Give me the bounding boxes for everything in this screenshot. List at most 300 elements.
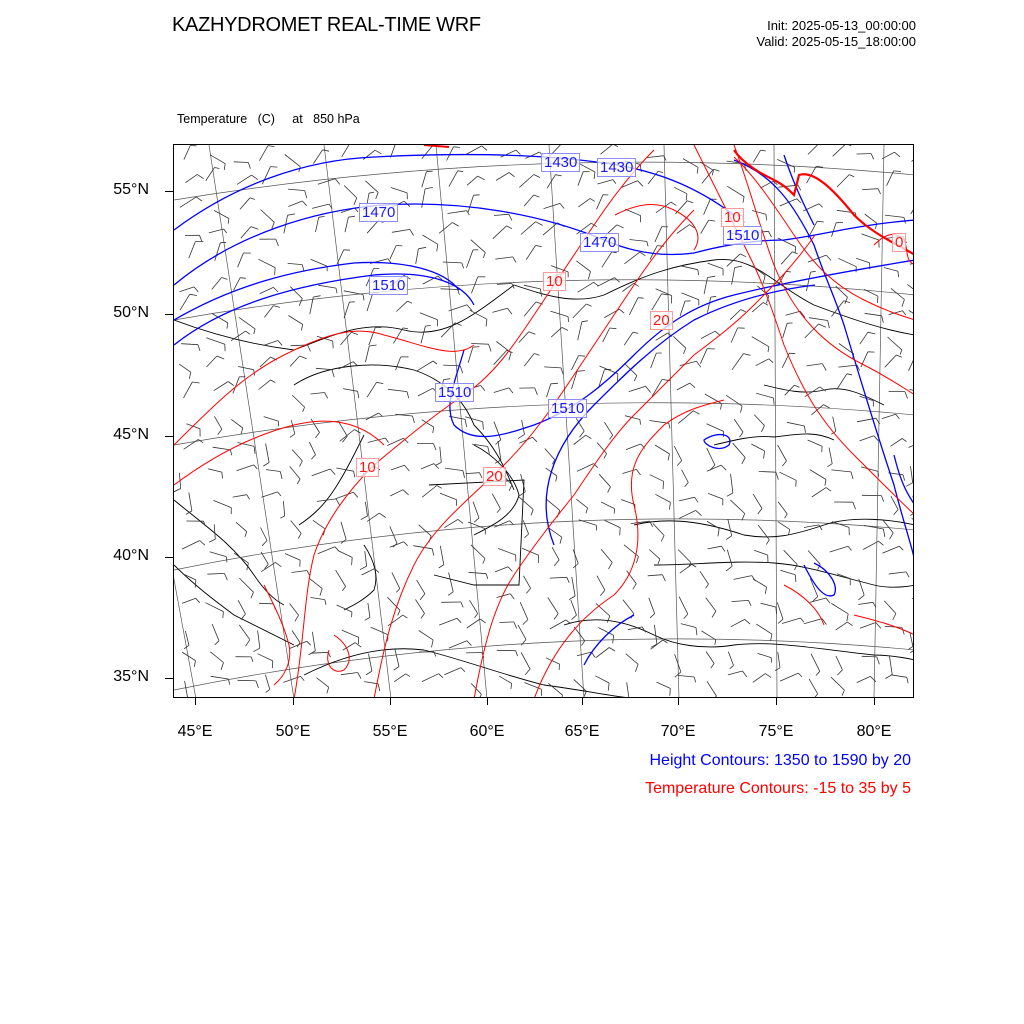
wind-barb-feather: [684, 614, 688, 619]
wind-barb: [497, 283, 512, 284]
wind-barb-feather: [769, 231, 772, 237]
wind-barb: [780, 673, 798, 681]
wind-barb: [578, 198, 590, 207]
wind-barb: [521, 474, 526, 492]
wind-barb-feather: [824, 405, 830, 408]
wind-barb: [181, 344, 198, 345]
wind-barb: [806, 364, 822, 366]
wind-barb: [680, 564, 692, 573]
wind-barb: [781, 252, 792, 264]
wind-barb: [682, 470, 689, 483]
height-contours: [174, 155, 914, 665]
wind-barb-feather: [378, 684, 380, 691]
wind-barb: [189, 492, 192, 511]
wind-barb: [573, 304, 587, 318]
wind-barb: [882, 414, 896, 418]
wind-barb: [727, 186, 744, 196]
wind-barb-feather: [223, 612, 224, 618]
wind-barb: [495, 567, 508, 572]
wind-barb: [909, 355, 915, 371]
wind-barb: [492, 494, 500, 509]
height-contour-label: 1510: [369, 276, 408, 295]
wind-barb-feather: [560, 537, 562, 544]
init-time: Init: 2025-05-13_00:00:00: [767, 18, 916, 33]
wind-barb-feather: [253, 648, 259, 651]
wind-barb-feather: [566, 620, 571, 624]
wind-barb: [808, 255, 826, 262]
wind-barb-feather: [804, 426, 805, 433]
height-contour-label: 1470: [359, 203, 398, 222]
wind-barb: [392, 229, 410, 232]
wind-barb: [597, 278, 614, 287]
wind-barb-feather: [461, 602, 463, 607]
wind-barb: [596, 603, 610, 616]
wind-barb: [524, 195, 534, 206]
wind-barb-feather: [764, 451, 765, 459]
wind-barb: [837, 175, 849, 188]
wind-barb-feather: [882, 316, 884, 323]
wind-barb: [422, 674, 439, 682]
wind-barb-feather: [554, 614, 558, 620]
wind-barb: [525, 152, 539, 159]
wind-barb: [778, 652, 780, 668]
wind-barb: [519, 332, 529, 343]
wind-barb: [808, 145, 820, 155]
wind-barb: [782, 618, 801, 624]
wind-barb-feather: [613, 635, 614, 643]
wind-barb: [423, 235, 438, 244]
wind-barb-feather: [290, 434, 295, 438]
wind-barb-feather: [375, 150, 381, 154]
wind-barb: [833, 417, 836, 432]
wind-barb-feather: [246, 640, 250, 647]
wind-barb-feather: [483, 422, 484, 430]
wind-barb-feather: [336, 288, 337, 293]
wind-barb-feather: [228, 679, 229, 685]
wind-barb-feather: [774, 398, 775, 405]
wind-barb: [261, 528, 268, 541]
wind-barb: [629, 386, 646, 391]
wind-barb-feather: [879, 541, 884, 545]
wind-barb: [708, 546, 722, 549]
wind-barb: [367, 293, 373, 311]
wind-barb-feather: [196, 197, 202, 201]
wind-barb-feather: [711, 664, 714, 669]
wind-barb: [551, 266, 568, 272]
lat-label-50: 50°N: [113, 304, 149, 321]
wind-barb: [552, 547, 559, 560]
wind-barb-feather: [303, 407, 305, 412]
lon-tick: [487, 698, 488, 705]
wind-barb-feather: [827, 464, 832, 467]
wind-barb-feather: [327, 687, 329, 693]
wind-barb: [440, 546, 444, 565]
wind-barb: [343, 389, 358, 392]
wind-barb: [596, 648, 609, 658]
wind-barb-feather: [617, 225, 624, 228]
wind-barb: [419, 525, 432, 536]
run-times: [757, 18, 917, 50]
wind-barb: [185, 681, 188, 698]
wind-barb-feather: [778, 619, 783, 623]
wind-barb-feather: [868, 332, 875, 334]
wind-barb-feather: [467, 641, 472, 646]
wind-barb: [679, 510, 696, 518]
wind-barb-feather: [896, 355, 902, 357]
wind-barb-feather: [194, 661, 195, 667]
wind-barb-feather: [586, 435, 592, 438]
wind-barb-feather: [407, 392, 409, 399]
wind-barb-feather: [299, 299, 302, 306]
wind-barb-feather: [190, 294, 197, 295]
wind-barb: [707, 681, 716, 696]
wind-barb: [655, 494, 670, 502]
wind-barb-feather: [248, 163, 250, 169]
wind-barb-feather: [878, 189, 881, 194]
wind-barb: [316, 217, 319, 232]
wind-barb-feather: [893, 614, 896, 621]
wind-barb-feather: [709, 220, 715, 221]
wind-barb: [337, 605, 352, 612]
wind-barb: [706, 652, 714, 664]
wind-barb-feather: [789, 353, 795, 354]
wind-barb-feather: [246, 331, 251, 334]
wind-barb-feather: [902, 627, 904, 634]
wind-barb: [911, 466, 913, 483]
wind-barb: [752, 211, 766, 215]
wind-barb: [288, 201, 302, 207]
wind-barb: [393, 328, 403, 344]
wind-barb: [493, 226, 507, 239]
wind-barb-feather: [560, 695, 562, 698]
wind-barb: [441, 289, 458, 290]
wind-barb: [312, 652, 329, 653]
wind-barb: [392, 573, 400, 589]
height-contour-label: 1470: [580, 233, 619, 252]
wind-barb: [649, 421, 668, 424]
wind-barb-feather: [335, 547, 339, 551]
wind-barb-feather: [482, 146, 487, 151]
wind-barb: [627, 571, 637, 584]
wind-barb: [784, 550, 798, 564]
wind-barb-feather: [489, 344, 492, 351]
wind-barb: [238, 253, 244, 267]
wind-barb-feather: [771, 634, 772, 641]
lat-tick: [165, 314, 173, 315]
wind-barb: [342, 630, 359, 637]
wind-barb: [496, 173, 509, 181]
wind-barb: [260, 287, 274, 293]
wind-barb: [732, 354, 744, 370]
wind-barb-feather: [192, 382, 199, 383]
wind-barb: [259, 380, 271, 390]
wind-barb-feather: [307, 641, 311, 645]
wind-barb-feather: [480, 473, 483, 478]
wind-barb-feather: [516, 651, 518, 656]
wind-barb: [648, 575, 663, 576]
wind-barb-feather: [851, 472, 853, 479]
wind-barb: [416, 600, 425, 614]
wind-barb-feather: [898, 271, 899, 277]
wind-barb-feather: [413, 416, 415, 423]
wind-barb: [756, 359, 769, 366]
wind-barb: [362, 569, 375, 575]
wind-barb: [806, 272, 810, 291]
wind-barb-feather: [461, 668, 465, 672]
height-contour-label: 1510: [435, 383, 474, 402]
wind-barb-feather: [846, 145, 851, 146]
lon-label-65: 65°E: [564, 723, 600, 740]
wind-barb: [733, 443, 746, 457]
wind-barb-feather: [298, 533, 301, 538]
wind-barb-feather: [361, 516, 368, 520]
wind-barb-feather: [722, 546, 725, 551]
wind-barb-feather: [315, 433, 319, 438]
wind-barb-feather: [610, 328, 617, 329]
wind-barb: [888, 337, 902, 350]
wind-barb-feather: [313, 296, 320, 297]
wind-barb-feather: [817, 221, 824, 222]
wind-barb: [679, 597, 688, 614]
temperature-contour-label: 20: [650, 311, 673, 330]
height-contour-label: 1510: [723, 226, 762, 245]
wind-barb: [838, 365, 857, 367]
wind-barb-feather: [826, 598, 830, 603]
wind-barb-feather: [638, 298, 644, 299]
wind-barb-feather: [877, 296, 878, 303]
wind-barb: [810, 598, 826, 602]
wind-barb-feather: [278, 341, 282, 346]
wind-barb-feather: [336, 499, 340, 506]
wind-barb-feather: [534, 195, 540, 197]
wind-barb: [213, 500, 231, 507]
wind-barb-feather: [640, 164, 641, 172]
wind-barb: [783, 323, 787, 338]
height-contour-label: 1430: [541, 153, 580, 172]
wind-barb: [706, 598, 716, 611]
wind-barb: [210, 552, 227, 557]
wind-barb: [678, 550, 691, 563]
wind-barb: [213, 447, 231, 450]
wind-barb-feather: [610, 435, 613, 439]
wind-barb-feather: [726, 566, 732, 571]
wind-barb-feather: [437, 244, 438, 251]
wind-barb: [445, 468, 463, 471]
wind-barb-feather: [351, 332, 358, 334]
wind-barb: [753, 579, 767, 587]
wind-barb: [863, 541, 878, 549]
height-contours-legend: Height Contours: 1350 to 1590 by 20: [649, 752, 911, 769]
wind-barb: [421, 326, 425, 343]
wind-barb: [259, 603, 273, 604]
wind-barb: [831, 603, 848, 613]
wind-barb-feather: [763, 276, 765, 283]
wind-barb: [890, 656, 893, 674]
wind-barb-feather: [353, 362, 357, 366]
wind-barb-feather: [231, 450, 232, 455]
wind-barb: [752, 337, 769, 347]
wind-barb-feather: [420, 594, 425, 600]
wind-barb: [238, 680, 256, 681]
wind-barb: [418, 388, 433, 396]
wind-barb: [495, 257, 513, 259]
wind-barb: [214, 211, 229, 219]
wind-barb-feather: [638, 181, 643, 187]
wind-barb: [578, 282, 594, 292]
wind-barb-feather: [663, 481, 664, 489]
wind-barb-feather: [462, 263, 464, 268]
wind-barb: [599, 474, 610, 487]
wind-barb-feather: [454, 147, 460, 148]
wind-barb: [439, 618, 457, 625]
wind-barb: [700, 571, 709, 584]
wind-barb: [212, 624, 219, 641]
wind-barb: [469, 572, 487, 573]
wind-barb: [730, 310, 741, 320]
wind-barb: [601, 549, 612, 562]
wind-barb-feather: [251, 227, 258, 230]
wind-barb-feather: [325, 393, 328, 399]
wind-barb: [704, 278, 707, 294]
wind-barb: [753, 674, 766, 683]
wind-barb: [518, 496, 533, 509]
wind-barb: [707, 448, 715, 465]
wind-barb-feather: [280, 472, 282, 480]
wind-barb-feather: [268, 146, 274, 147]
wind-barb-feather: [847, 622, 852, 626]
wind-barb-feather: [881, 496, 883, 502]
wind-barb: [571, 600, 577, 615]
wind-barb: [856, 258, 869, 263]
wind-barb: [208, 469, 222, 472]
wind-barb-feather: [209, 539, 215, 542]
wind-barb-feather: [275, 562, 281, 566]
wind-barb-feather: [480, 619, 486, 623]
wind-barb: [756, 393, 773, 398]
wind-barb-feather: [280, 516, 285, 518]
wind-barb-feather: [895, 152, 901, 157]
wind-barb: [317, 499, 336, 502]
wind-barb: [602, 252, 612, 267]
wind-barb: [440, 493, 457, 500]
wind-barb: [578, 322, 582, 341]
wind-barb-feather: [795, 247, 796, 253]
wind-barb: [907, 284, 914, 294]
lon-label-55: 55°E: [372, 723, 408, 740]
wind-barb-feather: [721, 404, 722, 410]
wind-barb: [889, 572, 907, 574]
wind-barb: [649, 550, 660, 560]
wind-barb-feather: [900, 350, 902, 355]
wind-barb: [597, 443, 606, 454]
wind-barb: [283, 501, 284, 516]
wind-barb: [391, 465, 404, 470]
wind-barb-feather: [474, 518, 479, 522]
wind-barb-feather: [712, 611, 716, 617]
lon-label-50: 50°E: [275, 723, 311, 740]
wind-barb-feather: [899, 546, 903, 550]
wind-barb: [865, 214, 877, 223]
wind-barb-feather: [452, 223, 458, 227]
wind-barb: [812, 488, 826, 497]
wind-barb-feather: [200, 541, 205, 546]
wind-barb-feather: [363, 295, 364, 301]
wind-barb-feather: [377, 382, 384, 383]
wind-barb-feather: [775, 668, 780, 671]
wind-barb-feather: [551, 383, 558, 384]
wind-barb: [341, 522, 346, 540]
lon-label-45: 45°E: [177, 723, 213, 740]
lon-tick: [678, 698, 679, 705]
wind-barb-feather: [761, 426, 764, 432]
wind-barb: [550, 577, 567, 578]
wind-barb: [702, 631, 716, 640]
wind-barb: [701, 220, 709, 233]
wind-barb: [238, 367, 254, 370]
wind-barb: [547, 384, 551, 398]
wind-barb-feather: [876, 623, 881, 629]
wind-barb: [626, 654, 638, 665]
wind-barb: [604, 422, 612, 435]
wind-barb: [291, 571, 307, 573]
wind-barb-feather: [465, 419, 466, 427]
wind-barb: [605, 520, 621, 527]
wind-barb: [311, 393, 325, 395]
wind-barb: [912, 149, 915, 161]
wind-barb-feather: [348, 216, 355, 217]
wind-barb-feather: [692, 564, 696, 567]
wind-barb: [396, 301, 407, 311]
wind-barb-feather: [332, 370, 334, 378]
wind-barb: [649, 598, 655, 614]
wind-barb-feather: [262, 541, 267, 546]
wind-barb: [211, 676, 229, 679]
wind-barb-feather: [845, 297, 848, 304]
lon-label-60: 60°E: [469, 723, 505, 740]
wind-barb-feather: [215, 168, 220, 169]
wind-barb: [422, 145, 433, 159]
wind-barb-feather: [671, 202, 676, 206]
wind-barb: [732, 600, 749, 601]
wind-barb-feather: [463, 471, 465, 478]
wind-barb-feather: [814, 694, 818, 698]
wind-barb: [422, 172, 427, 188]
wind-barb-feather: [765, 674, 771, 678]
wind-barb-feather: [457, 618, 461, 623]
wind-barb: [545, 449, 555, 460]
wind-barb-feather: [600, 590, 605, 596]
wind-barb-feather: [224, 229, 227, 233]
wind-barb-feather: [354, 430, 360, 434]
wind-barb-feather: [782, 461, 786, 466]
wind-barb: [682, 293, 699, 300]
wind-barb-feather: [741, 406, 743, 413]
wind-barb-feather: [633, 332, 638, 333]
wind-barb-feather: [697, 361, 701, 367]
wind-barb: [395, 648, 399, 666]
wind-barb: [309, 578, 322, 588]
temperature-contour-label: 10: [721, 208, 744, 227]
wind-barb-feather: [690, 383, 695, 388]
wind-barb-feather: [711, 296, 716, 297]
wind-barb: [674, 446, 682, 461]
wind-barb: [884, 601, 896, 614]
wind-barb-feather: [251, 592, 254, 598]
wind-barb-feather: [222, 278, 228, 280]
wind-barb: [285, 155, 301, 167]
wind-barb-feather: [844, 301, 850, 303]
wind-barb-feather: [369, 192, 374, 193]
